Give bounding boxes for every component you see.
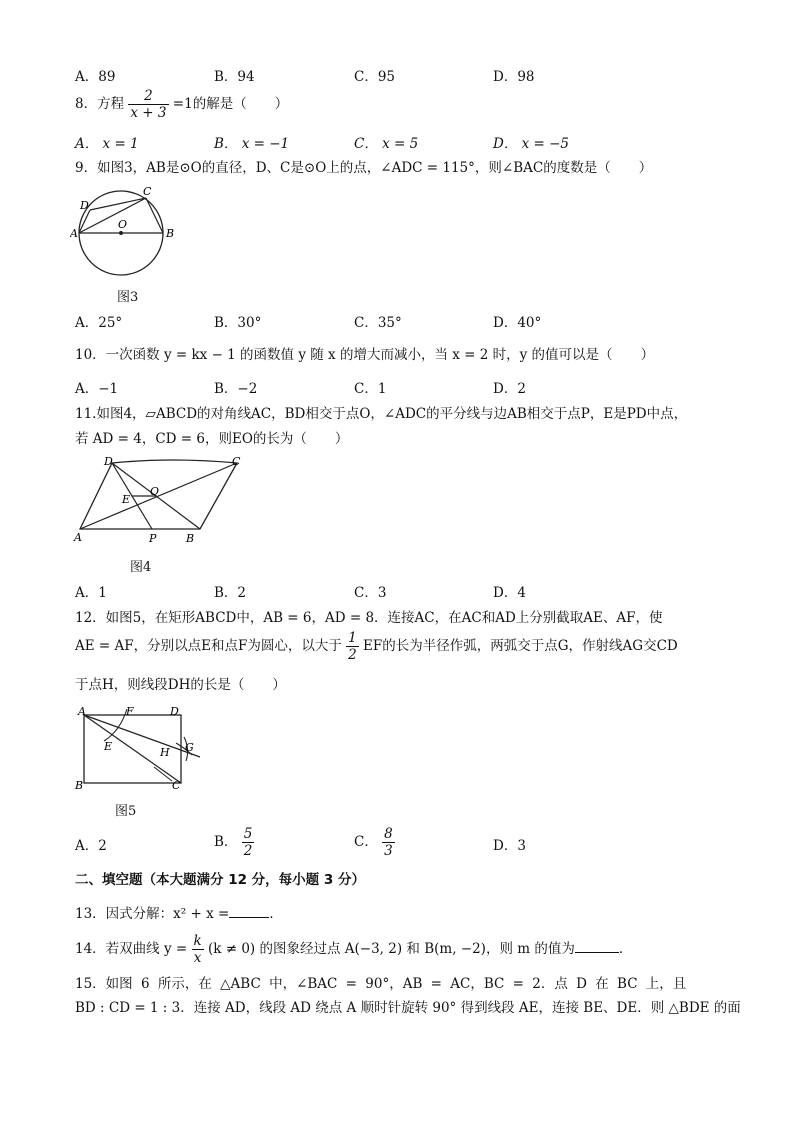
label-d: D: [80, 199, 89, 212]
q9-option-a: A．25°: [75, 315, 123, 331]
label-e: E: [104, 740, 113, 753]
q9-option-d: D．40°: [493, 315, 542, 331]
q11-option-a: A．1: [75, 585, 107, 601]
label-f: F: [126, 705, 134, 718]
q11-option-c: C．3: [354, 585, 387, 601]
q8-options: [75, 132, 755, 152]
label-c: C: [232, 455, 241, 468]
q11-options: [75, 581, 755, 601]
figure-4-caption: 图4: [130, 560, 152, 575]
q11-line2: 若 AD = 4，CD = 6，则EO的长为（ ）: [75, 431, 349, 447]
q8-option-d: D． x = −5: [493, 136, 570, 152]
label-o: O: [118, 218, 128, 231]
label-a: A: [70, 227, 78, 240]
construction-mark: [154, 767, 172, 781]
figure-4-parallelogram: [72, 453, 252, 548]
figure-3-circle: [70, 185, 180, 285]
q9-options: [75, 311, 755, 331]
label-p: P: [149, 532, 157, 545]
label-c: C: [172, 779, 181, 792]
chord-dc: [90, 198, 146, 210]
label-b: B: [166, 227, 175, 240]
section-2-heading: 二、填空题（本大题满分 12 分，每小题 3 分）: [75, 872, 365, 888]
q15-line1: 15．如图 6 所示，在 △ABC 中，∠BAC = 90°，AB = AC，BC = 2．点 D 在 BC 上，且: [75, 976, 687, 992]
q13-stem: 13．因式分解：x² + x = ．: [75, 902, 283, 922]
q9-option-c: C．35°: [354, 315, 402, 331]
q7-option-c: C．95: [354, 69, 396, 85]
label-b: B: [75, 779, 84, 792]
q12-line2: AE = AF，分别以点E和点F为圆心，以大于 $\frac{1}{2}$ EF的长为半径作弧，两弧交于点G，作射线AG交CD: [75, 630, 678, 663]
q10-stem: 10．一次函数 y = kx − 1 的函数值 y 随 x 的增大而减小，当 x = 2 时，y 的值可以是（ ）: [75, 347, 655, 363]
q11-option-d: D．4: [493, 585, 526, 601]
construction-arc: [104, 709, 127, 741]
q9-option-b: B．30°: [214, 315, 262, 331]
label-a: A: [74, 531, 82, 544]
label-e: E: [122, 493, 131, 506]
q12-option-c: C． $\frac{8}{3}$: [354, 826, 393, 859]
q10-option-d: D．2: [493, 381, 526, 397]
q7-option-a: A．89: [75, 69, 116, 85]
label-d: D: [104, 455, 113, 468]
ray-ag: [84, 715, 200, 757]
figure-5-caption: 图5: [115, 804, 137, 819]
q14-stem: 14．若双曲线 y = $\frac{k}{x}$ (k ≠ 0) 的图象经过点 A(−3, 2) 和 B(m, −2)，则 m 的值为 ．: [75, 933, 633, 966]
q10-options: [75, 377, 755, 397]
figure-5-rectangle: [72, 703, 207, 798]
q8-option-b: B． x = −1: [214, 136, 290, 152]
q14-answer-blank[interactable]: [575, 938, 619, 953]
q8-option-c: C． x = 5: [354, 136, 419, 152]
chord-ac: [79, 198, 146, 233]
figure-3-caption: 图3: [117, 290, 139, 305]
q12-half-fraction: $\frac{1}{2}$: [348, 630, 357, 663]
q12-line3: 于点H，则线段DH的长是（ ）: [75, 677, 286, 693]
q11-option-b: B．2: [214, 585, 247, 601]
q8-stem: 8．方程 $\frac{2}{x + 3}$ =1的解是（ ）: [75, 88, 289, 121]
label-d: D: [170, 705, 179, 718]
q11-line1: 11.如图4，▱ABCD的对角线AC，BD相交于点O，∠ADC的平分线与边AB相交于点P，E是PD中点，: [75, 406, 688, 422]
q10-option-b: B．−2: [214, 381, 258, 397]
label-h: H: [160, 746, 170, 759]
q7-option-b: B．94: [214, 69, 255, 85]
q7-options: [75, 65, 755, 85]
q12-option-a: A．2: [75, 838, 107, 854]
chord-cb: [146, 198, 163, 233]
label-b: B: [186, 532, 195, 545]
q12-option-d: D．3: [493, 838, 526, 854]
q14-fraction: $\frac{k}{x}$: [193, 933, 202, 966]
label-c: C: [143, 185, 152, 198]
q8-option-a: A． x = 1: [75, 136, 139, 152]
label-g: G: [185, 741, 194, 754]
label-o: O: [150, 485, 160, 498]
q12-option-b: B． $\frac{5}{2}$: [214, 826, 253, 859]
q8-fraction: $\frac{2}{x + 3}$: [130, 88, 167, 121]
q12-options: [75, 826, 755, 864]
q10-option-a: A．−1: [75, 381, 119, 397]
q12-line1: 12．如图5，在矩形ABCD中，AB = 6，AD = 8．连接AC，在AC和AD上分别截取AE、AF，使: [75, 610, 663, 626]
q10-option-c: C．1: [354, 381, 387, 397]
q13-answer-blank[interactable]: [229, 903, 269, 918]
q9-stem: 9．如图3，AB是⊙O的直径，D、C是⊙O上的点，∠ADC = 115°，则∠BAC的度数是（ ）: [75, 160, 653, 176]
q15-line2: BD : CD = 1 : 3．连接 AD，线段 AD 绕点 A 顺时针旋转 90° 得到线段 AE，连接 BE、DE．则 △BDE 的面: [75, 1000, 741, 1016]
q7-option-d: D．98: [493, 69, 535, 85]
center-point: [119, 231, 123, 235]
label-a: A: [78, 705, 86, 718]
